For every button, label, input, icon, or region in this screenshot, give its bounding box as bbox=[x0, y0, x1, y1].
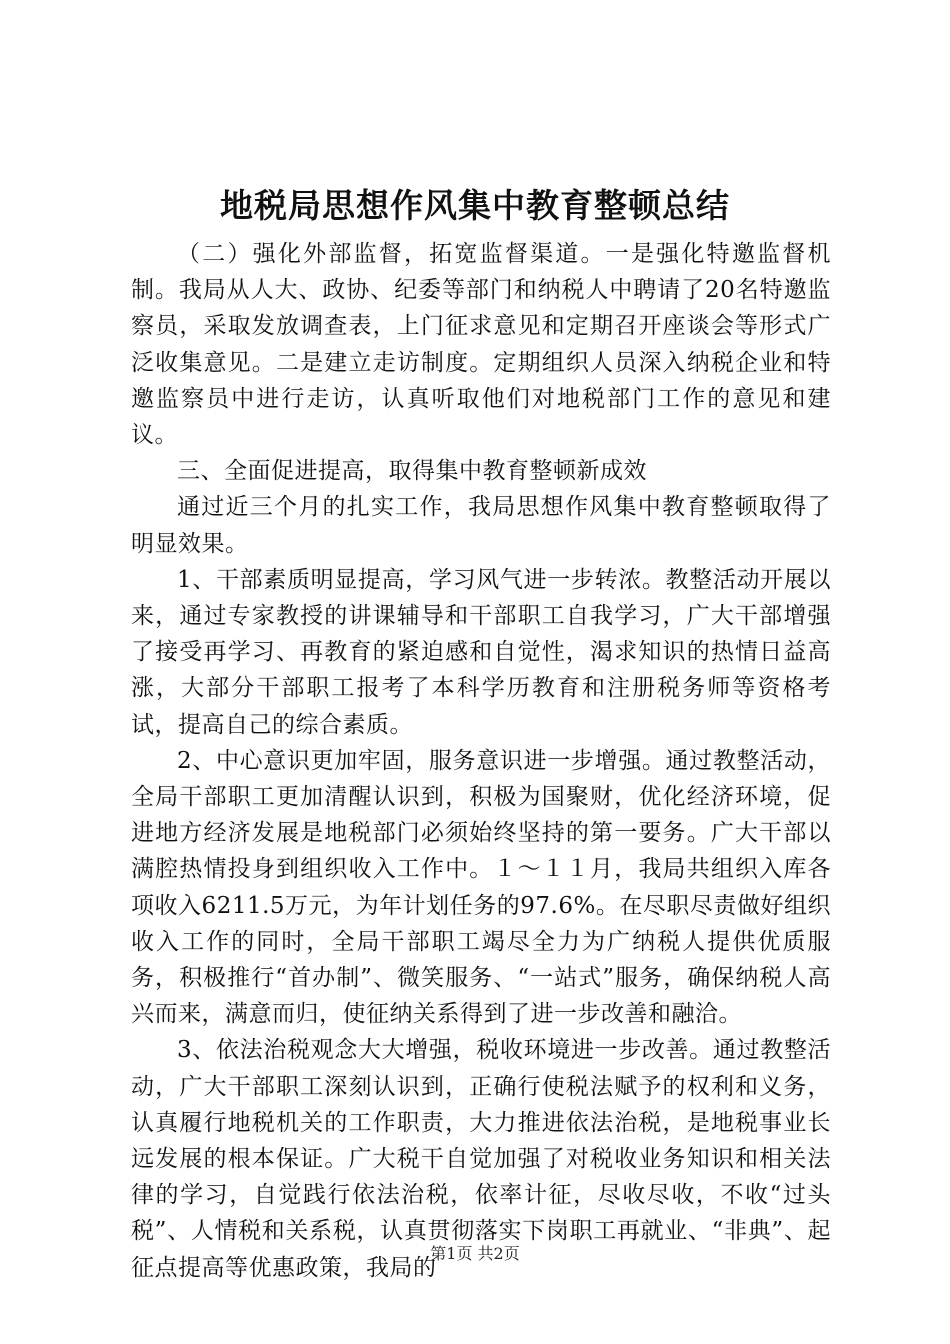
document-body bbox=[131, 236, 831, 1286]
page-footer: 第1页 共2页 bbox=[430, 1244, 520, 1263]
paragraph-external-supervision: （二）强化外部监督，拓宽监督渠道。一是强化特邀监督机制。我局从人大、政协、纪委等部门和纳税人中聘请了20名特邀监察员，采取发放调查表，上门征求意见和定期召开座谈会等形式广泛收集意见。二是建立走访制度。定期组织人员深入纳税企业和特邀监察员中进行走访，认真听取他们对地税部门工作的意见和建议。 bbox=[131, 241, 831, 449]
document-title: 地税局思想作风集中教育整顿总结 bbox=[220, 186, 730, 225]
section-heading-results: 三、全面促进提高，取得集中教育整顿新成效 bbox=[177, 458, 647, 485]
paragraph-results-intro: 通过近三个月的扎实工作，我局思想作风集中教育整顿取得了明显效果。 bbox=[131, 494, 831, 557]
paragraph-rule-of-law: 3、依法治税观念大大增强，税收环境进一步改善。通过教整活动，广大干部职工深刻认识到，正确行使税法赋予的权利和义务，认真履行地税机关的工作职责，大力推进依法治税，是地税事业长远发展的根本保证。广大税干自觉加强了对税收业务知识和相关法律的学习，自觉践行依法治税，依率计征，尽收尽收，不收“过头税”、人情税和关系税，认真贯彻落实下岗职工再就业、“非典”、起征点提高等优惠政策，我局的 bbox=[131, 1037, 831, 1281]
paragraph-service-awareness: 2、中心意识更加牢固，服务意识进一步增强。通过教整活动，全局干部职工更加清醒认识到，积极为国聚财，优化经济环境，促进地方经济发展是地税部门必须始终坚持的第一要务。广大干部以满腔热情投身到组织收入工作中。１～１１月，我局共组织入库各项收入6211.5万元，为年计划任务的97.6%。在尽职尽责做好组织收入工作的同时，全局干部职工竭尽全力为广纳税人提供优质服务，积极推行“首办制”、微笑服务、“一站式”服务，确保纳税人高兴而来，满意而归，使征纳关系得到了进一步改善和融洽。 bbox=[131, 747, 831, 1028]
paragraph-cadre-quality: 1、干部素质明显提高，学习风气进一步转浓。教整活动开展以来，通过专家教授的讲课辅导和干部职工自我学习，广大干部增强了接受再学习、再教育的紧迫感和自觉性，渴求知识的热情日益高涨，大部分干部职工报考了本科学历教育和注册税务师等资格考试，提高自己的综合素质。 bbox=[131, 566, 831, 738]
